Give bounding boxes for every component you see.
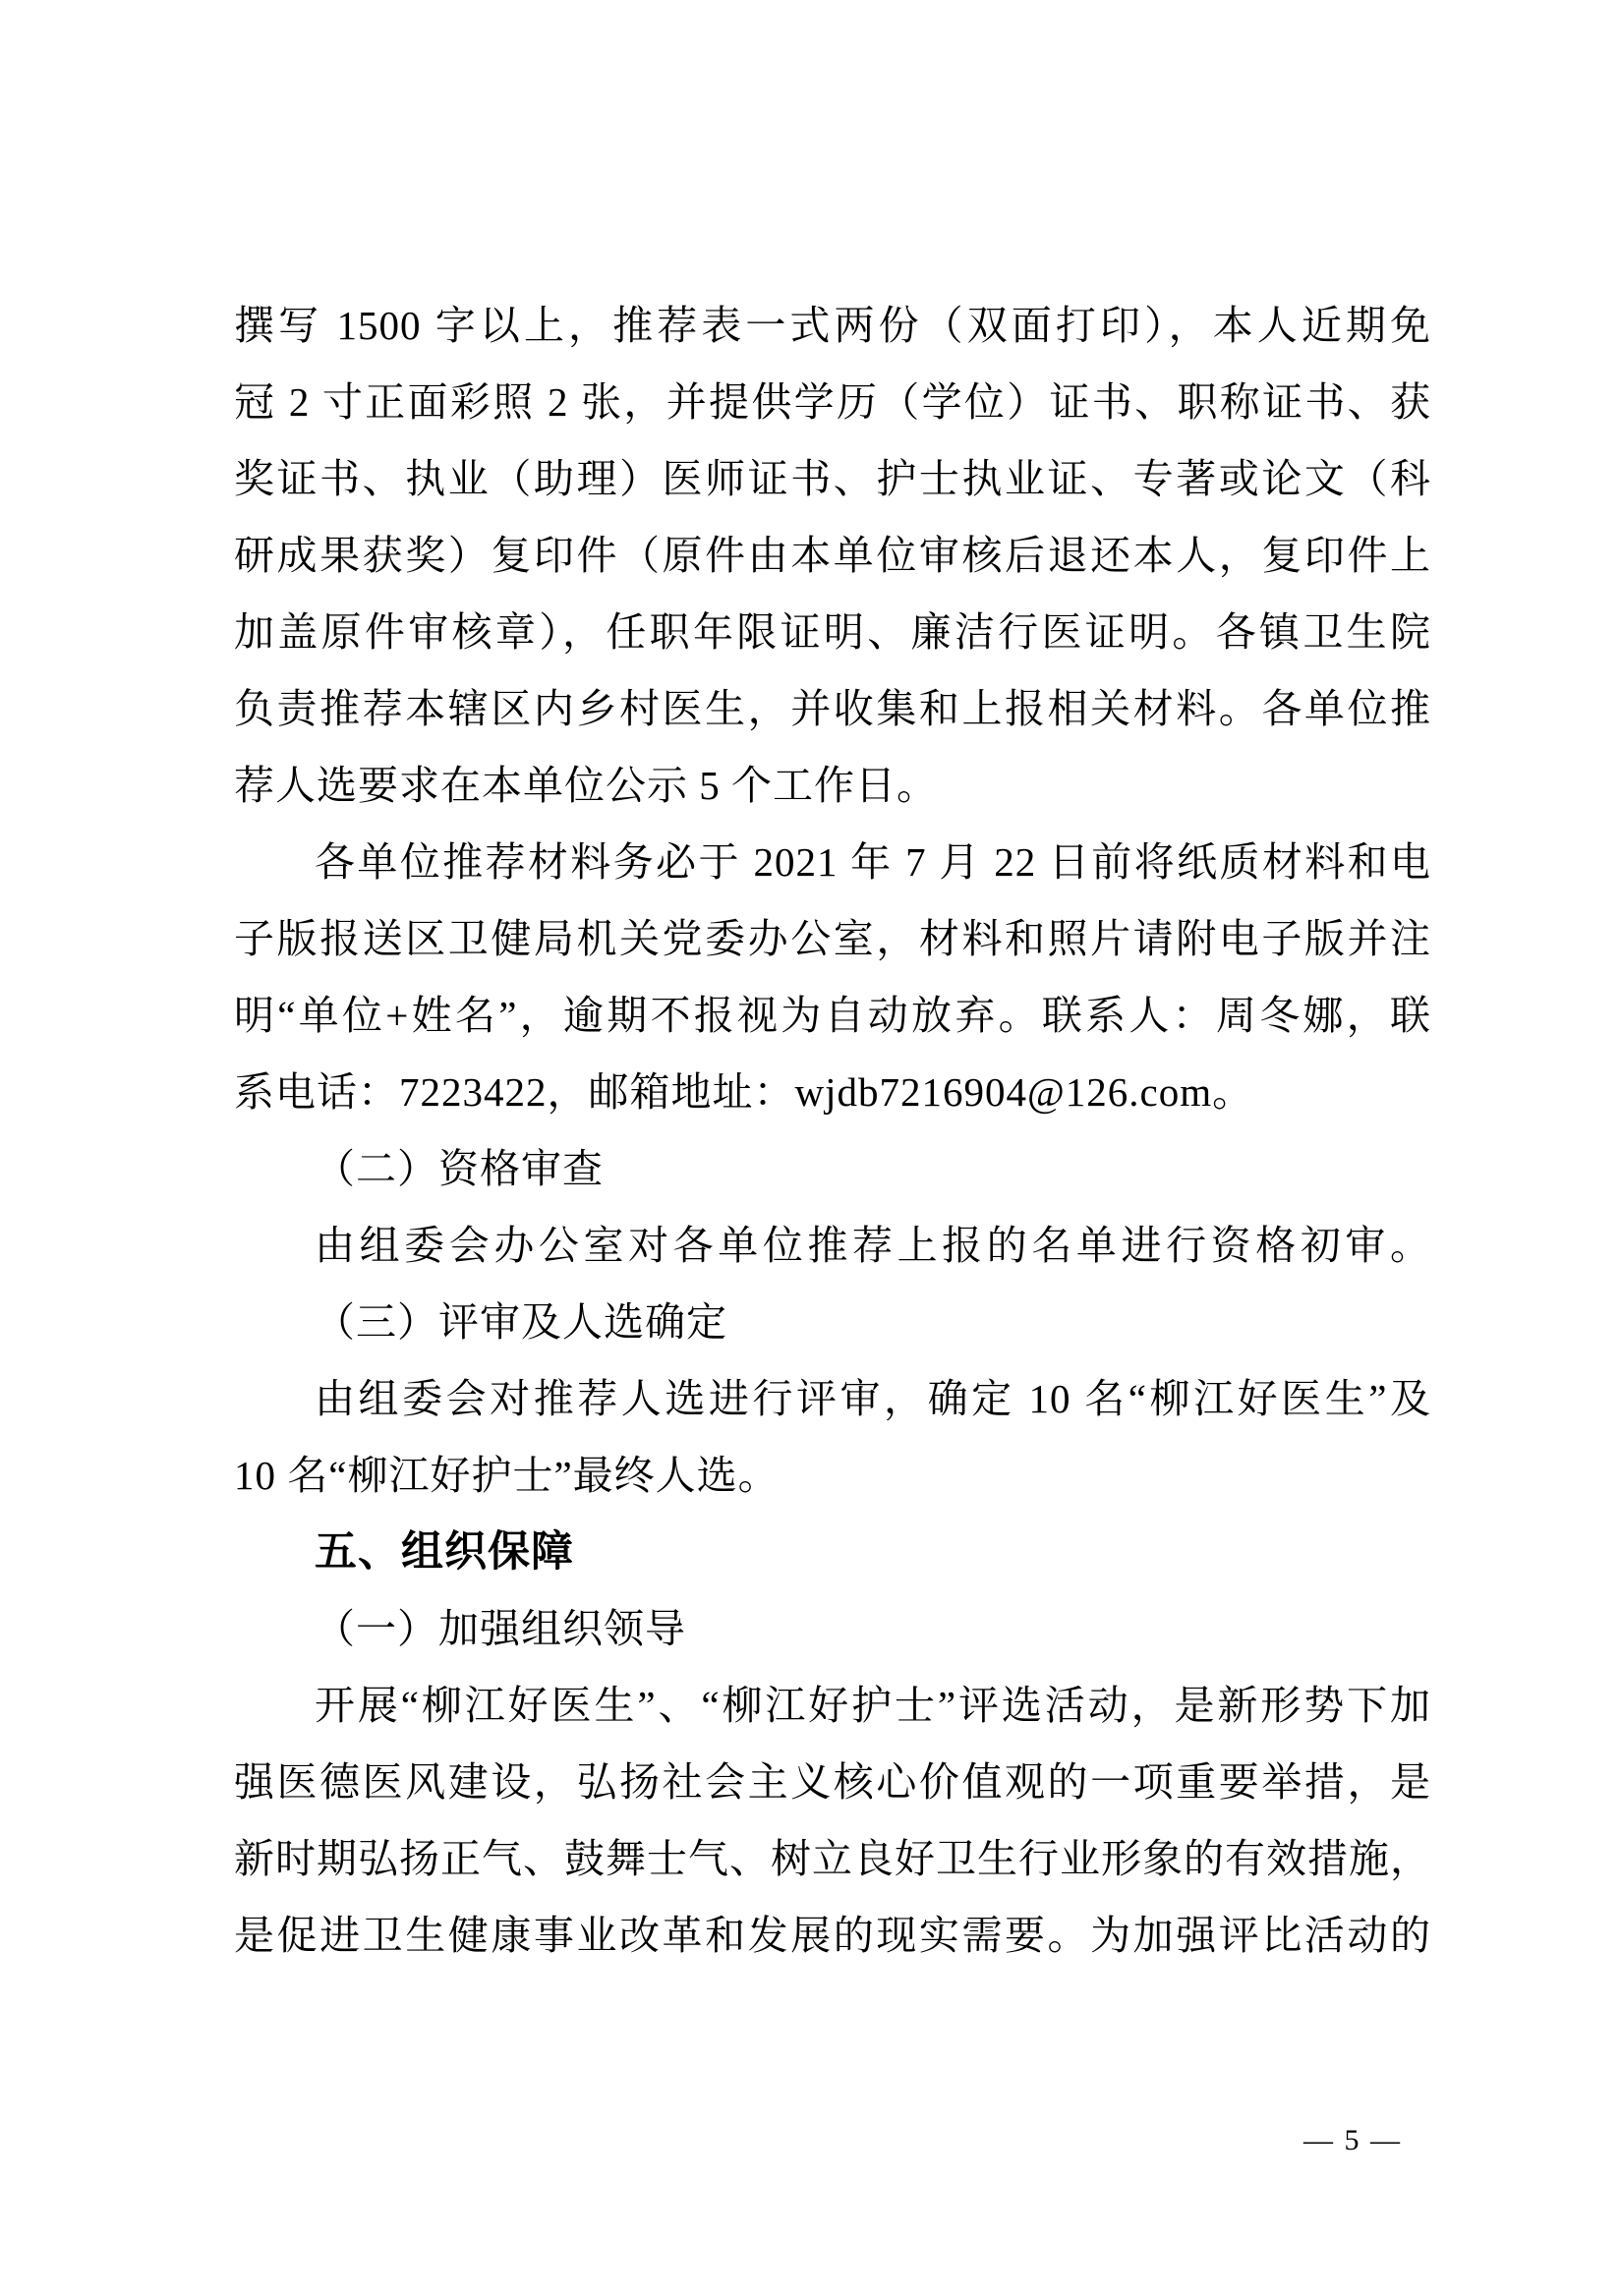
text-line: 由组委会对推荐人选进行评审，确定 10 名“柳江好医生”及	[315, 1376, 1431, 1421]
text-line: 负责推荐本辖区内乡村医生，并收集和上报相关材料。各单位推	[234, 686, 1431, 731]
text-line: 新时期弘扬正气、鼓舞士气、树立良好卫生行业形象的有效措施，	[234, 1836, 1431, 1881]
page-number: — 5 —	[1303, 2124, 1402, 2156]
document-body	[234, 287, 1431, 1974]
text-line: 荐人选要求在本单位公示 5 个工作日。	[234, 763, 938, 808]
text-line: 子版报送区卫健局机关党委办公室，材料和照片请附电子版并注	[234, 916, 1431, 961]
text-line: 奖证书、执业（助理）医师证书、护士执业证、专著或论文（科	[234, 456, 1431, 501]
text-line: 五、组织保障	[315, 1528, 574, 1576]
text-line: 撰写 1500 字以上，推荐表一式两份（双面打印），本人近期免	[234, 303, 1431, 348]
text-line: 是促进卫生健康事业改革和发展的现实需要。为加强评比活动的	[234, 1913, 1431, 1958]
text-line: （二）资格审查	[315, 1146, 604, 1191]
text-line: 加盖原件审核章），任职年限证明、廉洁行医证明。各镇卫生院	[234, 609, 1431, 655]
text-line: 各单位推荐材料务必于 2021 年 7 月 22 日前将纸质材料和电	[315, 839, 1431, 885]
text-line: 10 名“柳江好护士”最终人选。	[234, 1453, 780, 1498]
text-line: 明“单位+姓名”，逾期不报视为自动放弃。联系人：周冬娜，联	[234, 993, 1431, 1038]
text-line: 由组委会办公室对各单位推荐上报的名单进行资格初审。	[315, 1223, 1431, 1268]
text-line: 系电话：7223422，邮箱地址：wjdb7216904@126.com。	[234, 1069, 1254, 1115]
text-line: 强医德医风建设，弘扬社会主义核心价值观的一项重要举措，是	[234, 1759, 1431, 1805]
text-line: （一）加强组织领导	[315, 1606, 686, 1651]
text-line: （三）评审及人选确定	[315, 1299, 727, 1345]
text-line: 开展“柳江好医生”、“柳江好护士”评选活动，是新形势下加	[315, 1683, 1431, 1728]
text-line: 研成果获奖）复印件（原件由本单位审核后退还本人，复印件上	[234, 533, 1431, 578]
text-line: 冠 2 寸正面彩照 2 张，并提供学历（学位）证书、职称证书、获	[234, 379, 1431, 425]
